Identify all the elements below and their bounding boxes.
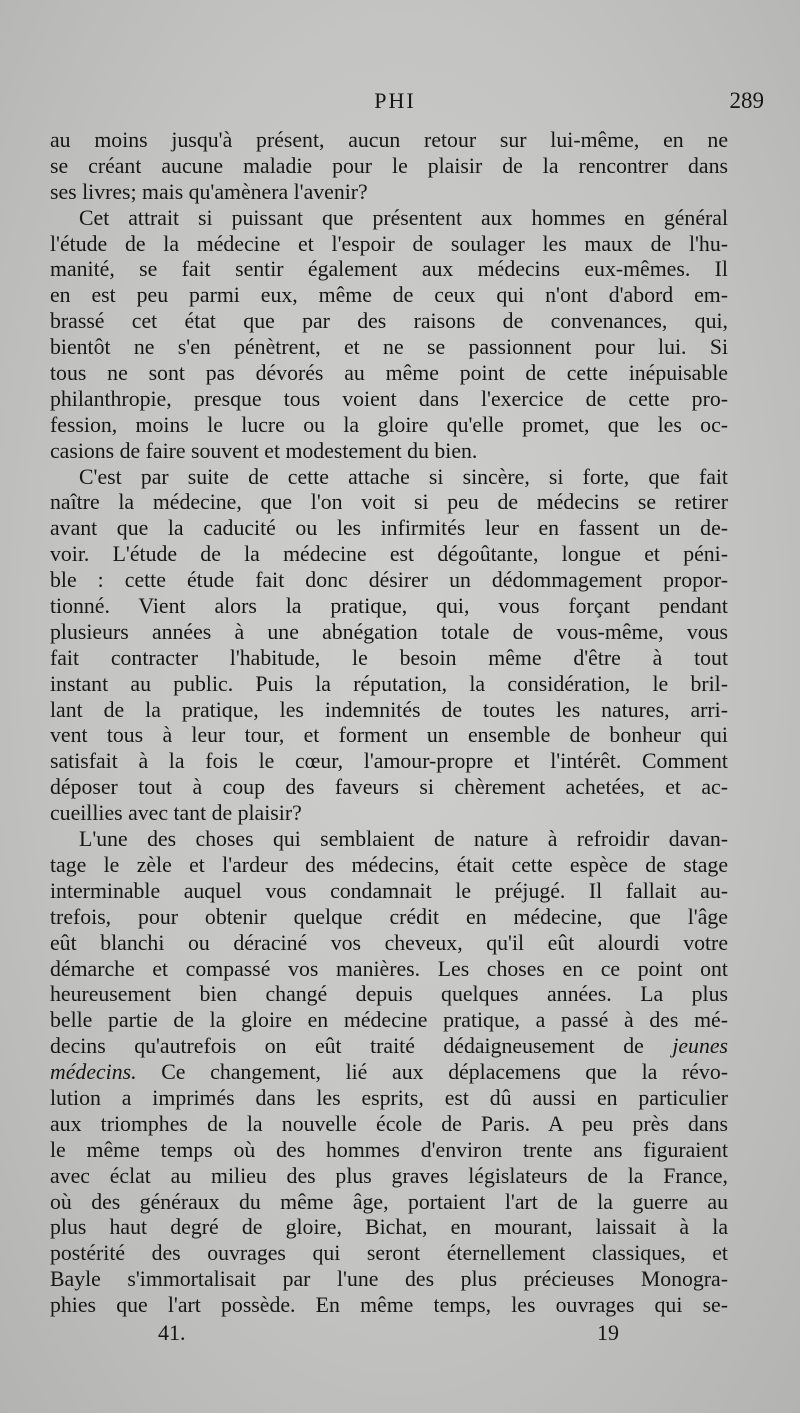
text-line: lution a imprimés dans les esprits, est dû aussi en particulier xyxy=(50,1085,728,1110)
italic-word: médecins. xyxy=(50,1060,137,1085)
text-segment: decins qu'autrefois on eût traité dédaigneusement de xyxy=(50,1034,644,1059)
text-line: déposer tout à coup des faveurs si chèrement achetées, et ac- xyxy=(50,775,728,800)
text-line: ble : cette étude fait donc désirer un dédommagement propor- xyxy=(50,568,728,593)
signature-line xyxy=(50,1320,740,1350)
page-number: 289 xyxy=(729,88,764,113)
text-line: tionné. Vient alors la pratique, qui, vous forçant pendant xyxy=(50,594,728,619)
text-line: casions de faire souvent et modestement du bien. xyxy=(50,438,478,463)
body-text xyxy=(50,128,728,1319)
text-line: cueillies avec tant de plaisir? xyxy=(50,801,302,826)
text-line: où des généraux du même âge, portaient l'art de la guerre au xyxy=(50,1189,728,1214)
text-line: ses livres; mais qu'amènera l'avenir? xyxy=(50,179,368,204)
text-line: l'étude de la médecine et l'espoir de soulager les maux de l'hu- xyxy=(50,231,728,256)
text-line: belle partie de la gloire en médecine pratique, a passé à des mé- xyxy=(50,1008,728,1033)
text-line: Bayle s'immortalisait par l'une des plus précieuses Monogra- xyxy=(50,1267,728,1292)
text-line: fession, moins le lucre ou la gloire qu'elle promet, que les oc- xyxy=(50,412,728,437)
text-line: se créant aucune maladie pour le plaisir de la rencontrer dans xyxy=(50,153,728,178)
signature-page: 19 xyxy=(597,1320,619,1345)
text-line: lant de la pratique, les indemnités de toutes les natures, arri- xyxy=(50,697,728,722)
text-line: fait contracter l'habitude, le besoin même d'être à tout xyxy=(50,645,728,670)
text-line: L'une des choses qui semblaient de nature à refroidir davan- xyxy=(79,827,728,852)
text-segment: Ce changement, lié aux déplacemens que la révo- xyxy=(136,1060,728,1085)
text-line: interminable auquel vous condamnait le préjugé. Il fallait au- xyxy=(50,878,728,903)
text-line: naître la médecine, que l'on voit si peu de médecins se retirer xyxy=(50,490,728,515)
text-line: philanthropie, presque tous voient dans l'exercice de cette pro- xyxy=(50,386,728,411)
signature-number: 41. xyxy=(158,1320,186,1345)
text-line: brassé cet état que par des raisons de convenances, qui, xyxy=(50,309,728,334)
text-line-mixed xyxy=(50,1034,728,1060)
text-line: en est peu parmi eux, même de ceux qui n'ont d'abord em- xyxy=(50,283,728,308)
text-line: manité, se fait sentir également aux médecins eux-mêmes. Il xyxy=(50,257,728,282)
text-line: satisfait à la fois le cœur, l'amour-propre et l'intérêt. Comment xyxy=(50,749,728,774)
running-head xyxy=(50,88,764,122)
running-head-title: PHI xyxy=(374,88,416,113)
text-line: postérité des ouvrages qui seront éternellement classiques, et xyxy=(50,1241,728,1266)
text-line: avant que la caducité ou les infirmités leur en fassent un de- xyxy=(50,516,728,541)
text-line: tage le zèle et l'ardeur des médecins, était cette espèce de stage xyxy=(50,852,728,877)
text-line: instant au public. Puis la réputation, la considération, le bril- xyxy=(50,671,728,696)
text-line: Cet attrait si puissant que présentent aux hommes en général xyxy=(79,205,728,230)
text-line: C'est par suite de cette attache si sincère, si forte, que fait xyxy=(79,464,728,489)
text-line: vent tous à leur tour, et forment un ensemble de bonheur qui xyxy=(50,723,728,748)
text-line: tous ne sont pas dévorés au même point de cette inépuisable xyxy=(50,361,728,386)
text-line: plusieurs années à une abnégation totale de vous-même, vous xyxy=(50,619,728,644)
text-line: eût blanchi ou déraciné vos cheveux, qu'il eût alourdi votre xyxy=(50,930,728,955)
text-line: phies que l'art possède. En même temps, les ouvrages qui se- xyxy=(50,1293,728,1318)
italic-word: jeunes xyxy=(672,1034,728,1059)
text-line: avec éclat au milieu des plus graves législateurs de la France, xyxy=(50,1163,728,1188)
text-line: au moins jusqu'à présent, aucun retour sur lui-même, en ne xyxy=(50,128,728,152)
text-line: bientôt ne s'en pénètrent, et ne se passionnent pour lui. Si xyxy=(50,335,728,360)
text-line-mixed xyxy=(50,1060,728,1086)
text-line: le même temps où des hommes d'environ trente ans figuraient xyxy=(50,1137,728,1162)
text-line: heureusement bien changé depuis quelques années. La plus xyxy=(50,982,728,1007)
text-line: démarche et compassé vos manières. Les choses en ce point ont xyxy=(50,956,728,981)
text-line: voir. L'étude de la médecine est dégoûtante, longue et péni- xyxy=(50,542,728,567)
text-line: trefois, pour obtenir quelque crédit en médecine, que l'âge xyxy=(50,904,728,929)
text-line: aux triomphes de la nouvelle école de Paris. A peu près dans xyxy=(50,1111,728,1136)
text-line: plus haut degré de gloire, Bichat, en mourant, laissait à la xyxy=(50,1215,728,1240)
